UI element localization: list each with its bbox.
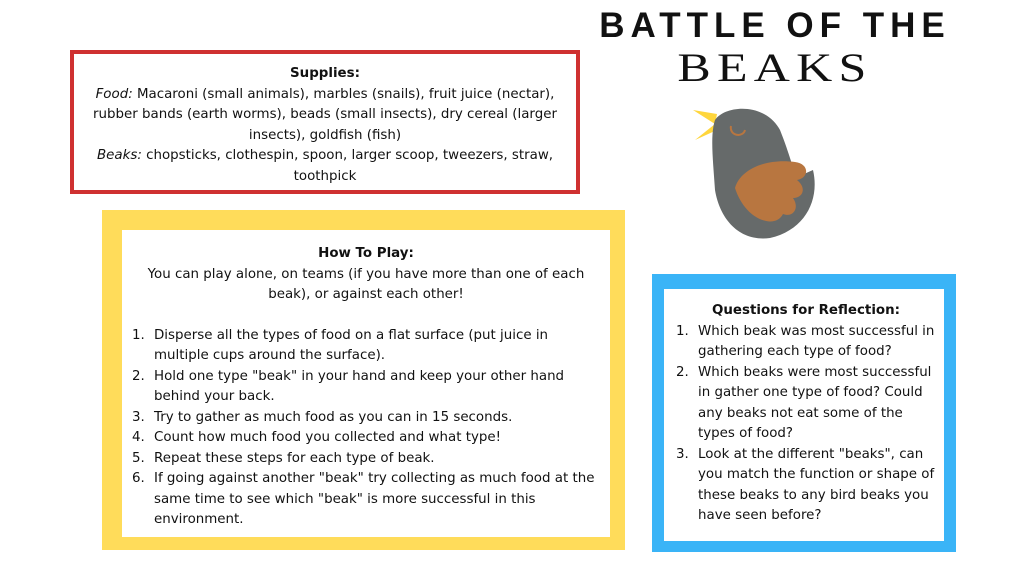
- supplies-food: [74, 85, 576, 147]
- step-number: 1.: [132, 327, 145, 343]
- how-to-play-heading: How To Play:: [318, 246, 414, 261]
- step-item: [132, 449, 600, 470]
- question-number: 1.: [676, 323, 689, 339]
- question-text: Which beak was most successful in gathering each type of food?: [698, 323, 935, 359]
- step-item: [132, 326, 600, 367]
- supplies-heading: Supplies:: [290, 66, 360, 81]
- questions-list: [676, 322, 936, 527]
- step-number: 2.: [132, 368, 145, 384]
- step-item: [132, 367, 600, 408]
- question-item: [676, 445, 936, 527]
- step-number: 3.: [132, 409, 145, 425]
- title-line-2: BEAKS: [677, 45, 873, 90]
- step-item: [132, 428, 600, 449]
- step-text: Repeat these steps for each type of beak.: [154, 450, 435, 466]
- bird-illustration: [685, 100, 855, 240]
- step-text: Count how much food you collected and what type!: [154, 430, 501, 445]
- question-number: 3.: [676, 446, 689, 462]
- step-number: 4.: [132, 430, 145, 445]
- food-label: Food:: [95, 86, 133, 102]
- question-text: Look at the different "beaks", can you match the function or shape of these beaks to any bird beaks you have seen before?: [698, 446, 935, 523]
- beaks-label: Beaks:: [96, 148, 142, 163]
- step-number: 5.: [132, 450, 145, 466]
- step-item: [132, 408, 600, 429]
- question-text: Which beaks were most successful in gather one type of food? Could any beaks not eat some of the types of food?: [698, 364, 932, 441]
- step-number: 6.: [132, 471, 145, 486]
- step-text: Try to gather as much food as you can in 15 seconds.: [154, 409, 513, 425]
- question-number: 2.: [676, 364, 689, 380]
- step-text: Disperse all the types of food on a flat surface (put juice in multiple cups around the surface).: [154, 327, 549, 363]
- step-text: Hold one type "beak" in your hand and keep your other hand behind your back.: [154, 368, 565, 404]
- supplies-box: [70, 50, 580, 194]
- question-item: [676, 322, 936, 363]
- how-to-play-box: [122, 230, 610, 537]
- steps-list: [132, 326, 600, 531]
- title-line-1: BATTLE OF THE: [599, 6, 951, 45]
- supplies-beaks: [74, 146, 576, 187]
- questions-heading: Questions for Reflection:: [711, 303, 901, 318]
- question-item: [676, 363, 936, 445]
- food-text: Macaroni (small animals), marbles (snails), fruit juice (nectar), rubber bands (earth worms), beads (small insects), dry cereal (larger insects), goldfish (fish): [93, 86, 557, 143]
- how-to-play-intro: You can play alone, on teams (if you have more than one of each beak), or against each other!: [147, 266, 585, 302]
- questions-box: [664, 289, 944, 541]
- step-item: [132, 469, 600, 531]
- beaks-text: chopsticks, clothespin, spoon, larger scoop, tweezers, straw, toothpick: [141, 148, 554, 184]
- step-text: If going against another "beak" try collecting as much food at the same time to see which "beak" is more successful in this environment.: [154, 471, 595, 527]
